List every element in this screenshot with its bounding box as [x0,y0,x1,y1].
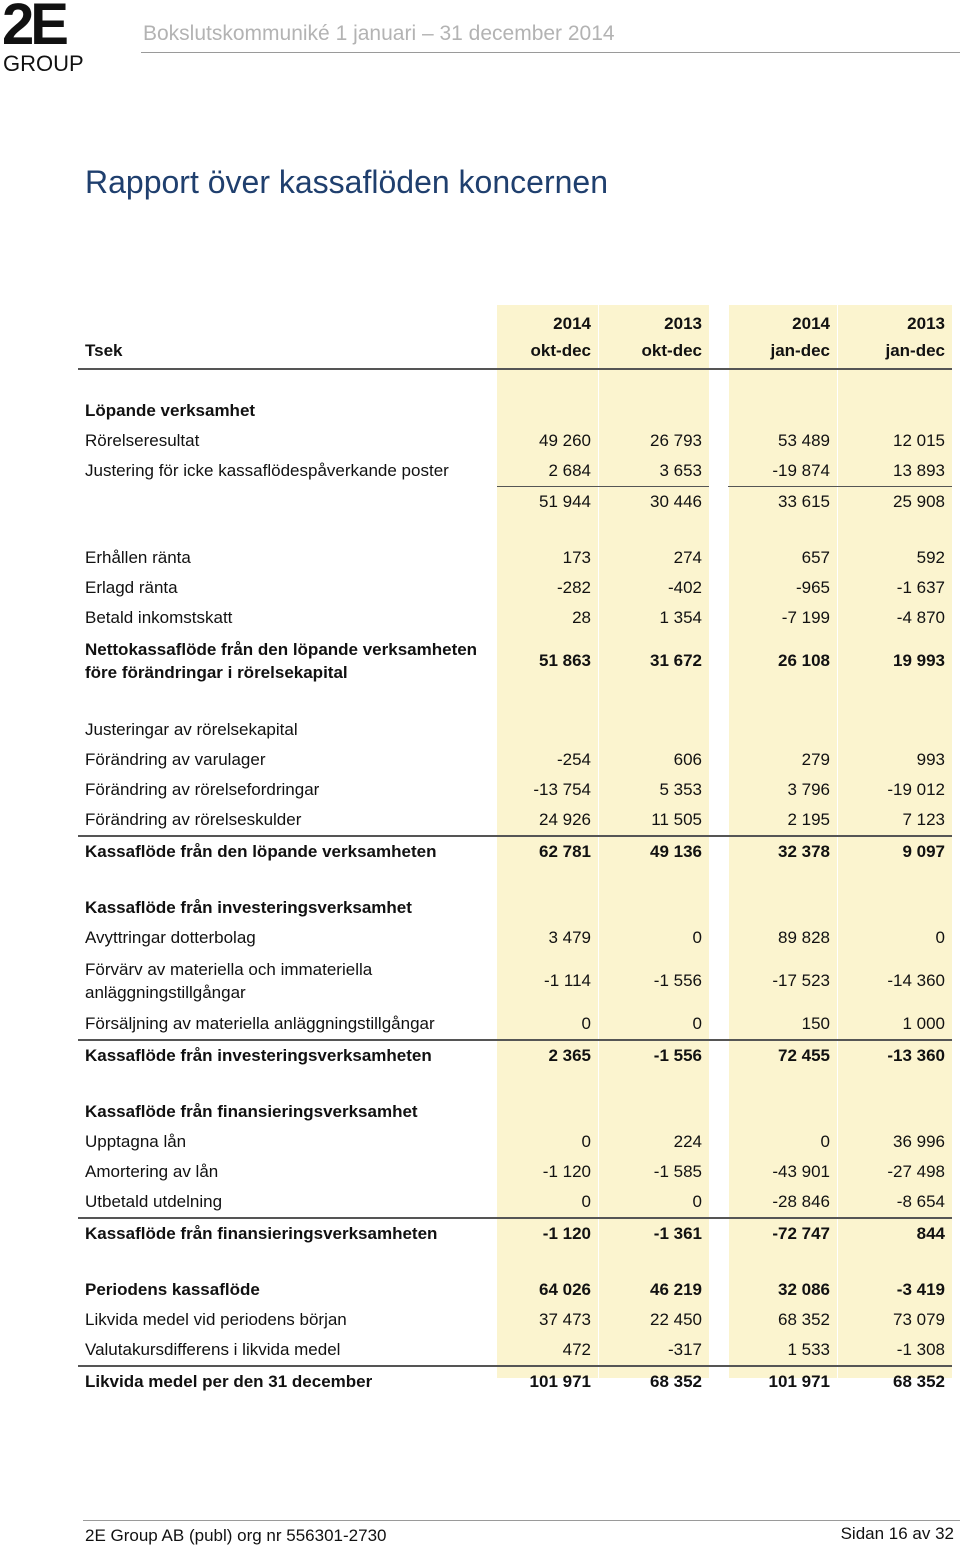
row-value: 5 353 [659,780,702,799]
row-label: Justeringar av rörelsekapital [85,720,298,739]
row-value: -1 556 [598,1040,709,1071]
row-label: Kassaflöde från den löpande verksamheten [78,836,497,867]
row-value: 657 [801,548,830,567]
company-logo [2,0,92,76]
row-value: 0 [581,1014,591,1033]
column-period: jan-dec [728,334,837,369]
footer-divider [83,1520,960,1521]
row-value [728,396,837,426]
row-value: 0 [935,928,945,947]
header-row-years [78,306,952,334]
row-value: 46 219 [650,1280,702,1299]
total-row [78,1366,952,1397]
row-value: -965 [795,578,830,597]
document-header-title: Bokslutskommuniké 1 januari – 31 december 2014 [143,22,615,45]
row-value: 24 926 [539,810,591,829]
row-value: 33 615 [728,487,837,518]
row-value: 606 [673,750,702,769]
row-value: 2 195 [787,810,830,829]
row-value: -17 523 [772,971,830,990]
row-value: 28 [572,608,591,627]
table-row [78,1305,952,1335]
column-year: 2013 [907,314,945,333]
row-label: Nettokassaflöde från den löpande verksamheten före förändringar i rörelsekapital [85,640,478,682]
row-value: 13 893 [893,461,945,480]
table-row [78,543,952,573]
row-value: 0 [820,1132,830,1151]
row-value: 12 015 [893,431,945,450]
row-value: 37 473 [539,1310,591,1329]
row-value: 2 684 [548,461,591,480]
row-value: 3 796 [787,780,830,799]
table-row [78,487,952,518]
row-value [837,1097,952,1127]
spacer-row [78,517,952,543]
row-value: -27 498 [887,1162,945,1181]
row-value: -28 846 [772,1192,830,1211]
table-row [78,1335,952,1366]
cash-flow-table [78,306,952,1397]
row-value: -254 [556,750,591,769]
table-row [78,715,952,745]
table-row [78,426,952,456]
row-value: 101 971 [497,1366,598,1397]
row-label: Avyttringar dotterbolag [85,928,256,947]
table-row [78,1009,952,1040]
section-heading-row [78,1097,952,1127]
row-label: Valutakursdifferens i likvida medel [85,1340,341,1359]
row-value [837,893,952,923]
row-value: 49 136 [598,836,709,867]
row-value [837,715,952,745]
logo-mark: 2E [2,0,65,57]
column-year: 2014 [553,314,591,333]
row-label: Erhållen ränta [85,548,191,567]
row-value: -43 901 [772,1162,830,1181]
table-row [78,603,952,633]
row-label: Rörelseresultat [85,431,200,450]
logo-wordmark: GROUP [3,51,84,76]
column-year: 2014 [792,314,830,333]
row-label [78,487,497,518]
row-value: 0 [692,1192,702,1211]
row-value: 68 352 [778,1310,830,1329]
row-value: 89 828 [778,928,830,947]
footer-page-number: Sidan 16 av 32 [840,1524,954,1543]
row-value: 9 097 [837,836,952,867]
row-value: 32 086 [778,1280,830,1299]
row-value [728,1097,837,1127]
table-row [78,745,952,775]
row-value: 1 000 [902,1014,945,1033]
row-value: 592 [916,548,945,567]
row-value [728,715,837,745]
row-label: Förvärv av materiella och immateriella anläggningstillgångar [85,960,373,1002]
row-value: 173 [562,548,591,567]
row-value: 25 908 [837,487,952,518]
row-label: Kassaflöde från investeringsverksamheten [78,1040,497,1071]
total-row [78,1040,952,1071]
row-value: -1 556 [653,971,702,990]
row-value: -19 012 [887,780,945,799]
row-value: 101 971 [728,1366,837,1397]
row-value: 26 793 [650,431,702,450]
row-value: 51 863 [539,651,591,670]
row-value: 1 533 [787,1340,830,1359]
row-value: 472 [562,1340,591,1359]
table-row [78,1157,952,1187]
row-value [497,893,598,923]
row-value [497,396,598,426]
table-row [78,953,952,1009]
row-value: 26 108 [778,651,830,670]
row-label: Betald inkomstskatt [85,608,233,627]
row-label: Kassaflöde från finansieringsverksamheten [78,1218,497,1249]
column-period: okt-dec [598,334,709,369]
row-label: Likvida medel per den 31 december [78,1366,497,1397]
row-value: 64 026 [539,1280,591,1299]
row-label: Upptagna lån [85,1132,187,1151]
spacer-row [78,1249,952,1275]
row-value: -317 [667,1340,702,1359]
row-label: Kassaflöde från finansieringsverksamhet [85,1102,418,1121]
row-value: 0 [692,1014,702,1033]
unit-label: Tsek [78,334,497,369]
table-row [78,1127,952,1157]
spacer-row [78,689,952,715]
row-label: Förändring av rörelseskulder [85,810,302,829]
row-value: -13 754 [533,780,591,799]
row-value: -282 [556,578,591,597]
row-value [837,396,952,426]
row-value: 22 450 [650,1310,702,1329]
column-period: okt-dec [497,334,598,369]
row-value: 11 505 [651,810,702,829]
row-value: 49 260 [539,431,591,450]
row-label: Försäljning av materiella anläggningstillgångar [85,1014,435,1033]
row-value: 1 354 [659,608,702,627]
row-value [598,396,709,426]
row-label: Löpande verksamhet [85,401,256,420]
row-value: 150 [801,1014,830,1033]
header-divider [141,52,960,53]
row-label: Justering för icke kassaflödespåverkande poster [85,461,449,481]
row-label: Amortering av lån [85,1162,219,1181]
row-value: 73 079 [893,1310,945,1329]
row-value: 0 [581,1192,591,1211]
row-label: Erlagd ränta [85,578,178,597]
row-value: 274 [673,548,702,567]
row-value: -1 120 [542,1162,591,1181]
table-row [78,633,952,689]
row-value: -1 308 [896,1340,945,1359]
row-label: Förändring av rörelsefordringar [85,780,320,799]
row-value: 7 123 [902,810,945,829]
row-value: 3 479 [548,928,591,947]
row-value: 3 653 [659,461,702,480]
spacer-row [78,867,952,893]
table-row [78,1275,952,1305]
row-value: -1 637 [896,578,945,597]
row-value: 993 [916,750,945,769]
row-value [598,715,709,745]
section-heading-row [78,893,952,923]
row-value: 0 [581,1132,591,1151]
row-value: -1 120 [497,1218,598,1249]
row-value: 30 446 [598,487,709,518]
column-year: 2013 [664,314,702,333]
row-value: 62 781 [497,836,598,867]
row-value: -14 360 [887,971,945,990]
row-value: 279 [801,750,830,769]
total-row [78,836,952,867]
row-value: 224 [673,1132,702,1151]
row-value [598,1097,709,1127]
row-value: 51 944 [497,487,598,518]
spacer-row [78,369,952,396]
row-value: 68 352 [837,1366,952,1397]
row-value: -402 [667,578,702,597]
table-row [78,923,952,953]
spacer-row [78,1071,952,1097]
row-value: -8 654 [896,1192,945,1211]
row-value: -3 419 [896,1280,945,1299]
table-row [78,1187,952,1218]
row-value: -72 747 [728,1218,837,1249]
row-value: -1 114 [544,971,591,990]
row-value: 68 352 [598,1366,709,1397]
table-row [78,775,952,805]
row-value: -1 361 [598,1218,709,1249]
row-value: -19 874 [772,461,830,480]
row-value: 53 489 [778,431,830,450]
row-value [598,893,709,923]
row-value: -7 199 [781,608,830,627]
table-row [78,805,952,836]
header-row-periods [78,334,952,369]
row-label: Kassaflöde från investeringsverksamhet [85,898,412,917]
row-value: 36 996 [893,1132,945,1151]
row-value: 2 365 [497,1040,598,1071]
page-title: Rapport över kassaflöden koncernen [85,164,608,200]
table-row [78,456,952,487]
row-value: 32 378 [728,836,837,867]
row-label: Periodens kassaflöde [85,1280,260,1299]
section-heading-row [78,396,952,426]
row-label: Utbetald utdelning [85,1192,223,1211]
row-value: -1 585 [653,1162,702,1181]
table-row [78,573,952,603]
total-row [78,1218,952,1249]
row-value: -13 360 [837,1040,952,1071]
column-period: jan-dec [837,334,952,369]
row-value [497,715,598,745]
row-value: 844 [837,1218,952,1249]
row-label: Likvida medel vid periodens början [85,1310,347,1329]
footer-company-info: 2E Group AB (publ) org nr 556301-2730 [85,1526,387,1545]
row-value [497,1097,598,1127]
row-label: Förändring av varulager [85,750,266,769]
row-value [728,893,837,923]
row-value: 0 [692,928,702,947]
row-value: 31 672 [650,651,702,670]
row-value: 72 455 [728,1040,837,1071]
row-value: -4 870 [896,608,945,627]
row-value: 19 993 [893,651,945,670]
